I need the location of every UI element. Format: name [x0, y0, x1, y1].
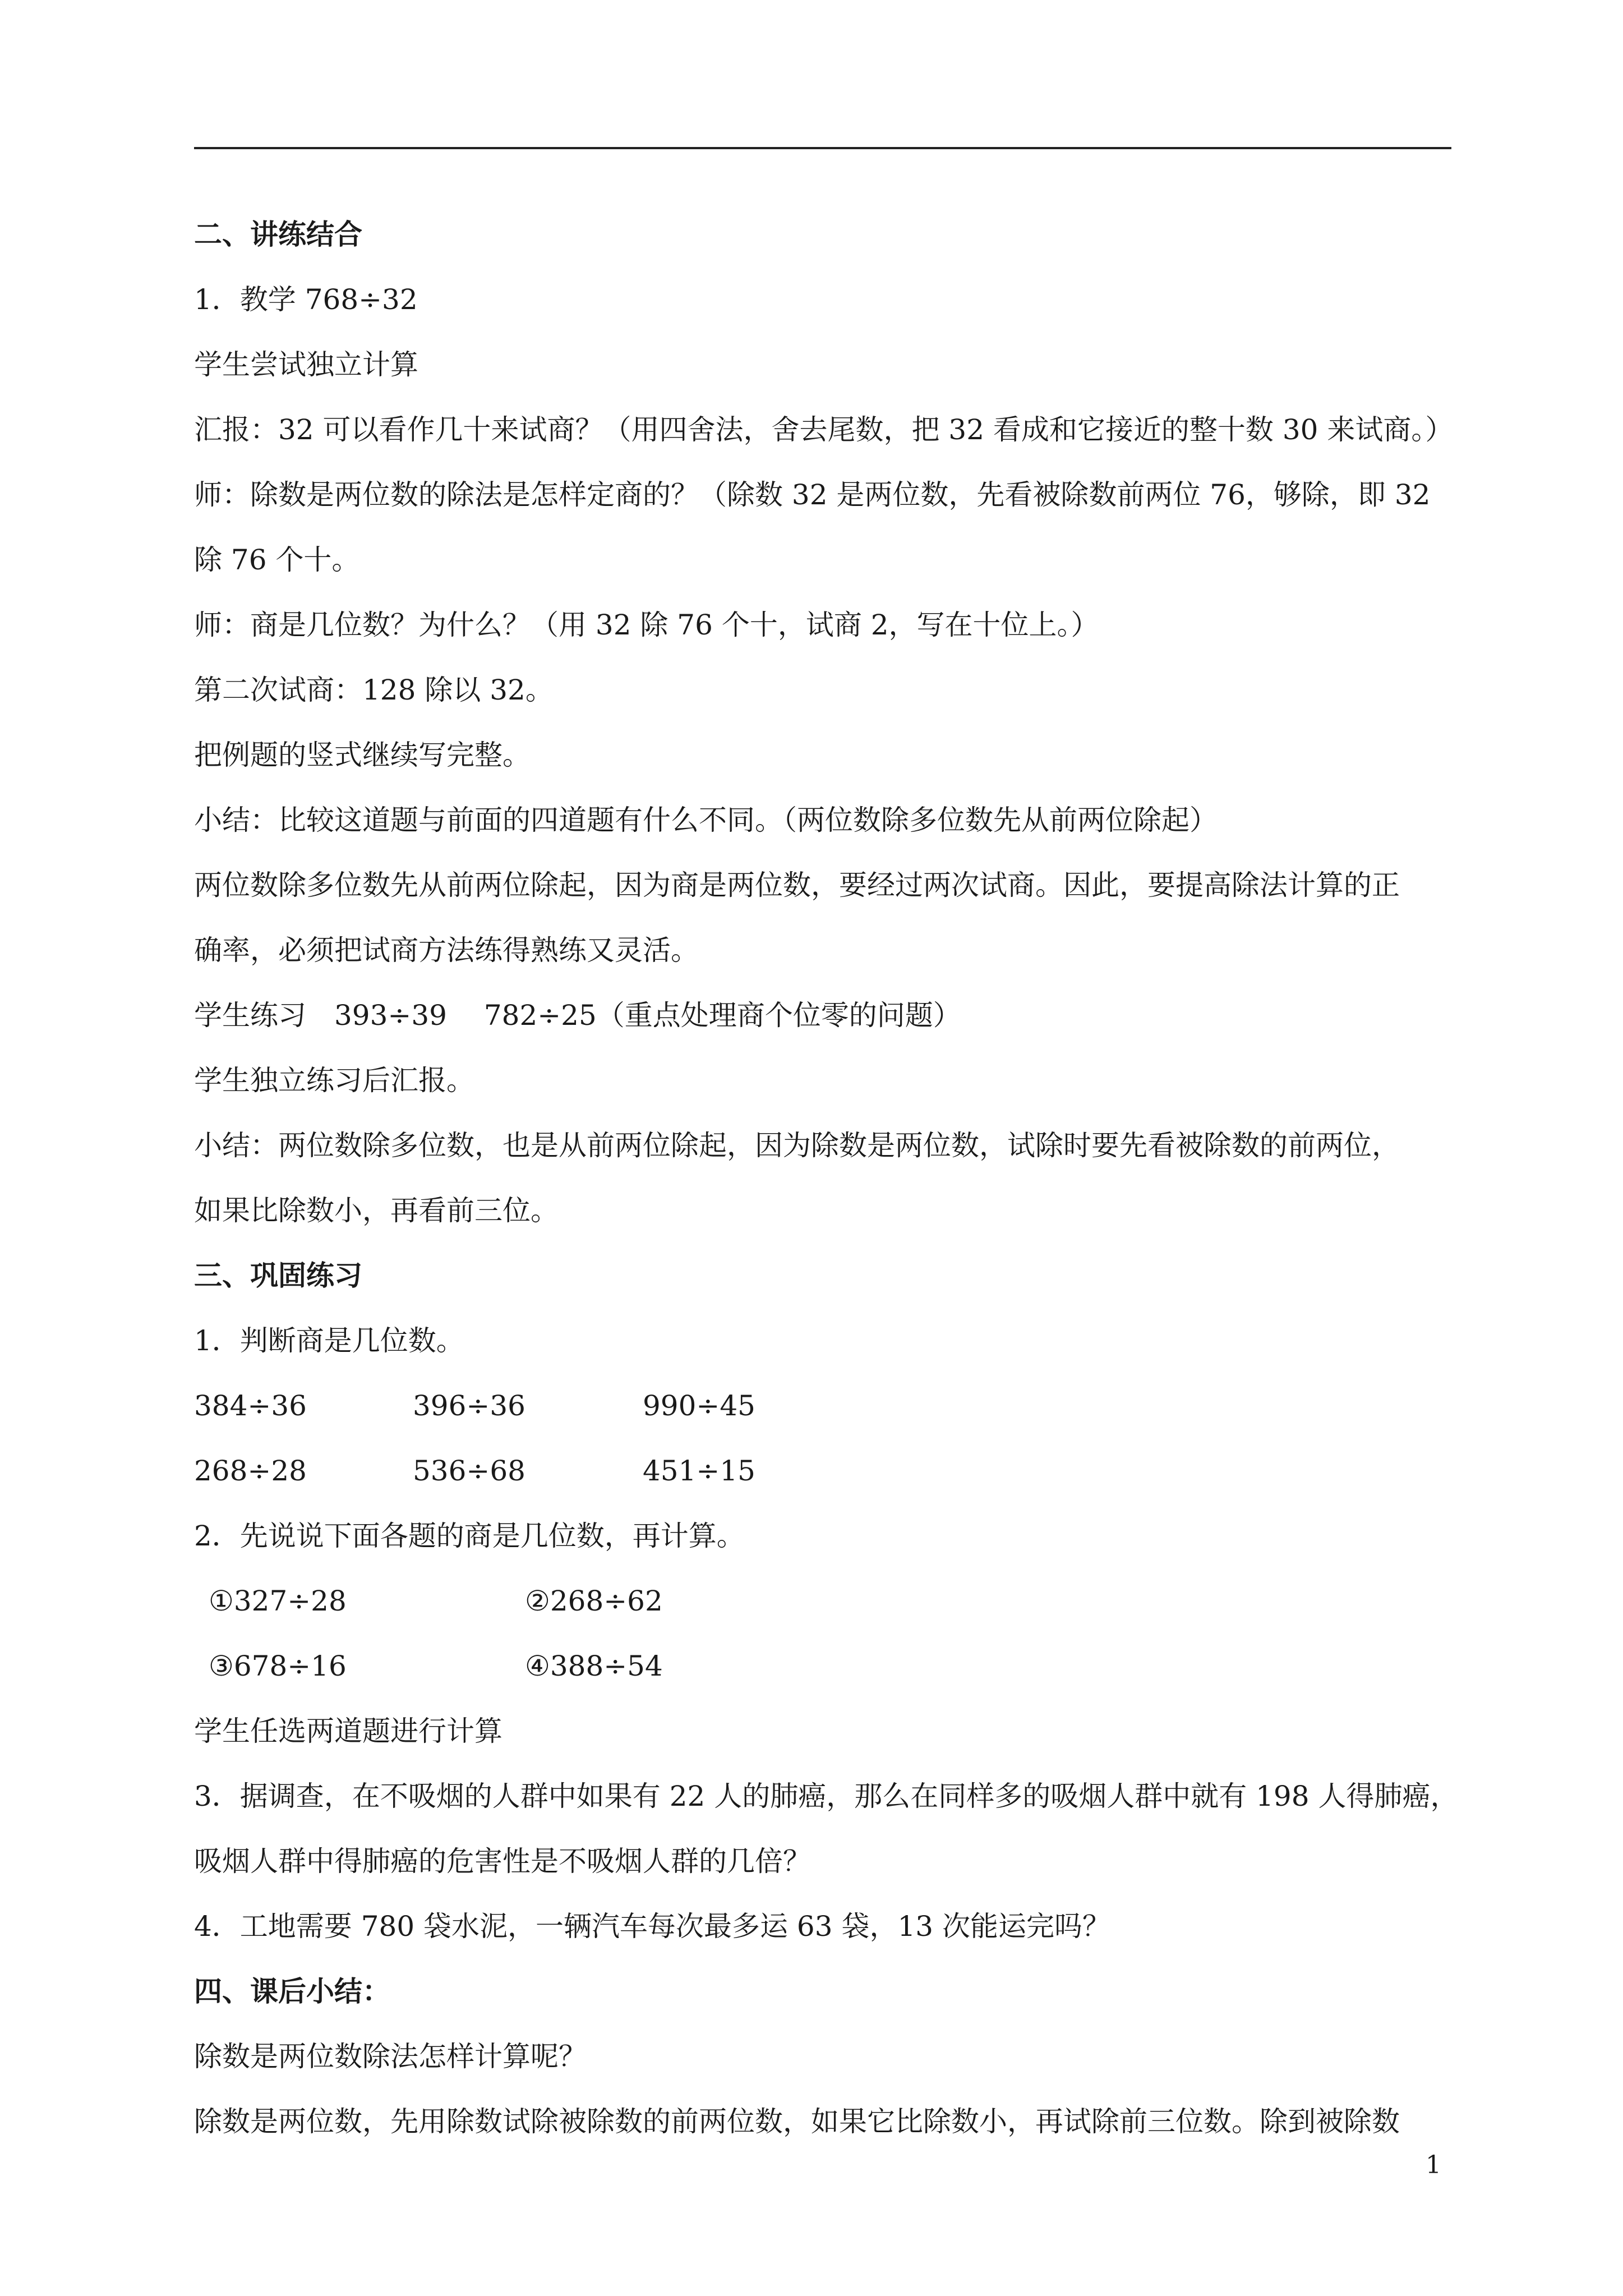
paragraph: 汇报：32 可以看作几十来试商？（用四舍法，舍去尾数，把 32 看成和它接近的整十数 30 来试商。）: [194, 413, 1454, 446]
exercise-row: [194, 1634, 1456, 1699]
exercise-item: ④388÷54: [525, 1650, 663, 1682]
paragraph: 学生任选两道题进行计算: [194, 1715, 502, 1747]
paragraph: 确率，必须把试商方法练得熟练又灵活。: [194, 934, 699, 967]
exercise-item: 536÷68: [413, 1455, 525, 1487]
section-heading-summary: 四、课后小结：: [194, 1975, 390, 2008]
exercise-row: [194, 1438, 1456, 1503]
exercise-item: ③678÷16: [209, 1650, 347, 1682]
paragraph: 除数是两位数除法怎样计算呢？: [194, 2040, 587, 2073]
paragraph: 小结：比较这道题与前面的四道题有什么不同。（两位数除多位数先从前两位除起）: [194, 804, 1218, 836]
question-3: 3．据调查，在不吸烟的人群中如果有 22 人的肺癌，那么在同样多的吸烟人群中就有 198 人得肺癌，: [194, 1780, 1459, 1812]
page-number: 1: [1426, 2151, 1441, 2179]
exercise-row: [194, 1568, 1456, 1634]
exercise-item: 396÷36: [413, 1389, 525, 1422]
exercise-item: ①327÷28: [209, 1585, 347, 1617]
paragraph: 小结：两位数除多位数，也是从前两位除起，因为除数是两位数，试除时要先看被除数的前两位，: [194, 1129, 1400, 1162]
paragraph: 把例题的竖式继续写完整。: [194, 739, 531, 771]
paragraph: 两位数除多位数先从前两位除起，因为商是两位数，要经过两次试商。因此，要提高除法计算的正: [194, 869, 1400, 901]
exercise-item: 990÷45: [643, 1389, 755, 1422]
exercise-row: [194, 1373, 1456, 1438]
paragraph: 学生尝试独立计算: [194, 348, 418, 381]
section-heading-consolidation: 三、巩固练习: [194, 1259, 362, 1292]
paragraph: 学生练习 393÷39 782÷25（重点处理商个位零的问题）: [194, 999, 961, 1032]
question-3-continued: 吸烟人群中得肺癌的危害性是不吸烟人群的几倍？: [194, 1845, 811, 1878]
exercise-item: 384÷36: [194, 1389, 307, 1422]
exercise-item: ②268÷62: [525, 1585, 663, 1617]
question-4: 4．工地需要 780 袋水泥，一辆汽车每次最多运 63 袋，13 次能运完吗？: [194, 1910, 1110, 1943]
exercise-item: 451÷15: [643, 1455, 755, 1487]
question-1-title: 1．判断商是几位数。: [194, 1324, 464, 1357]
paragraph: 学生独立练习后汇报。: [194, 1064, 474, 1097]
paragraph: 1．教学 768÷32: [194, 283, 418, 316]
paragraph: 师：商是几位数？为什么？（用 32 除 76 个十，试商 2，写在十位上。）: [194, 609, 1099, 641]
section-heading-practice: 二、讲练结合: [194, 218, 362, 251]
paragraph: 第二次试商：128 除以 32。: [194, 674, 554, 706]
paragraph: 除数是两位数，先用除数试除被除数的前两位数，如果它比除数小，再试除前三位数。除到被除数: [194, 2105, 1400, 2138]
question-2-title: 2．先说说下面各题的商是几位数，再计算。: [194, 1520, 745, 1552]
paragraph: 如果比除数小，再看前三位。: [194, 1194, 559, 1227]
header-rule: [194, 147, 1451, 149]
exercise-item: 268÷28: [194, 1455, 307, 1487]
paragraph: 师：除数是两位数的除法是怎样定商的？（除数 32 是两位数，先看被除数前两位 76，够除，即 32: [194, 478, 1431, 511]
paragraph: 除 76 个十。: [194, 544, 360, 576]
document-body: [194, 202, 1459, 2154]
